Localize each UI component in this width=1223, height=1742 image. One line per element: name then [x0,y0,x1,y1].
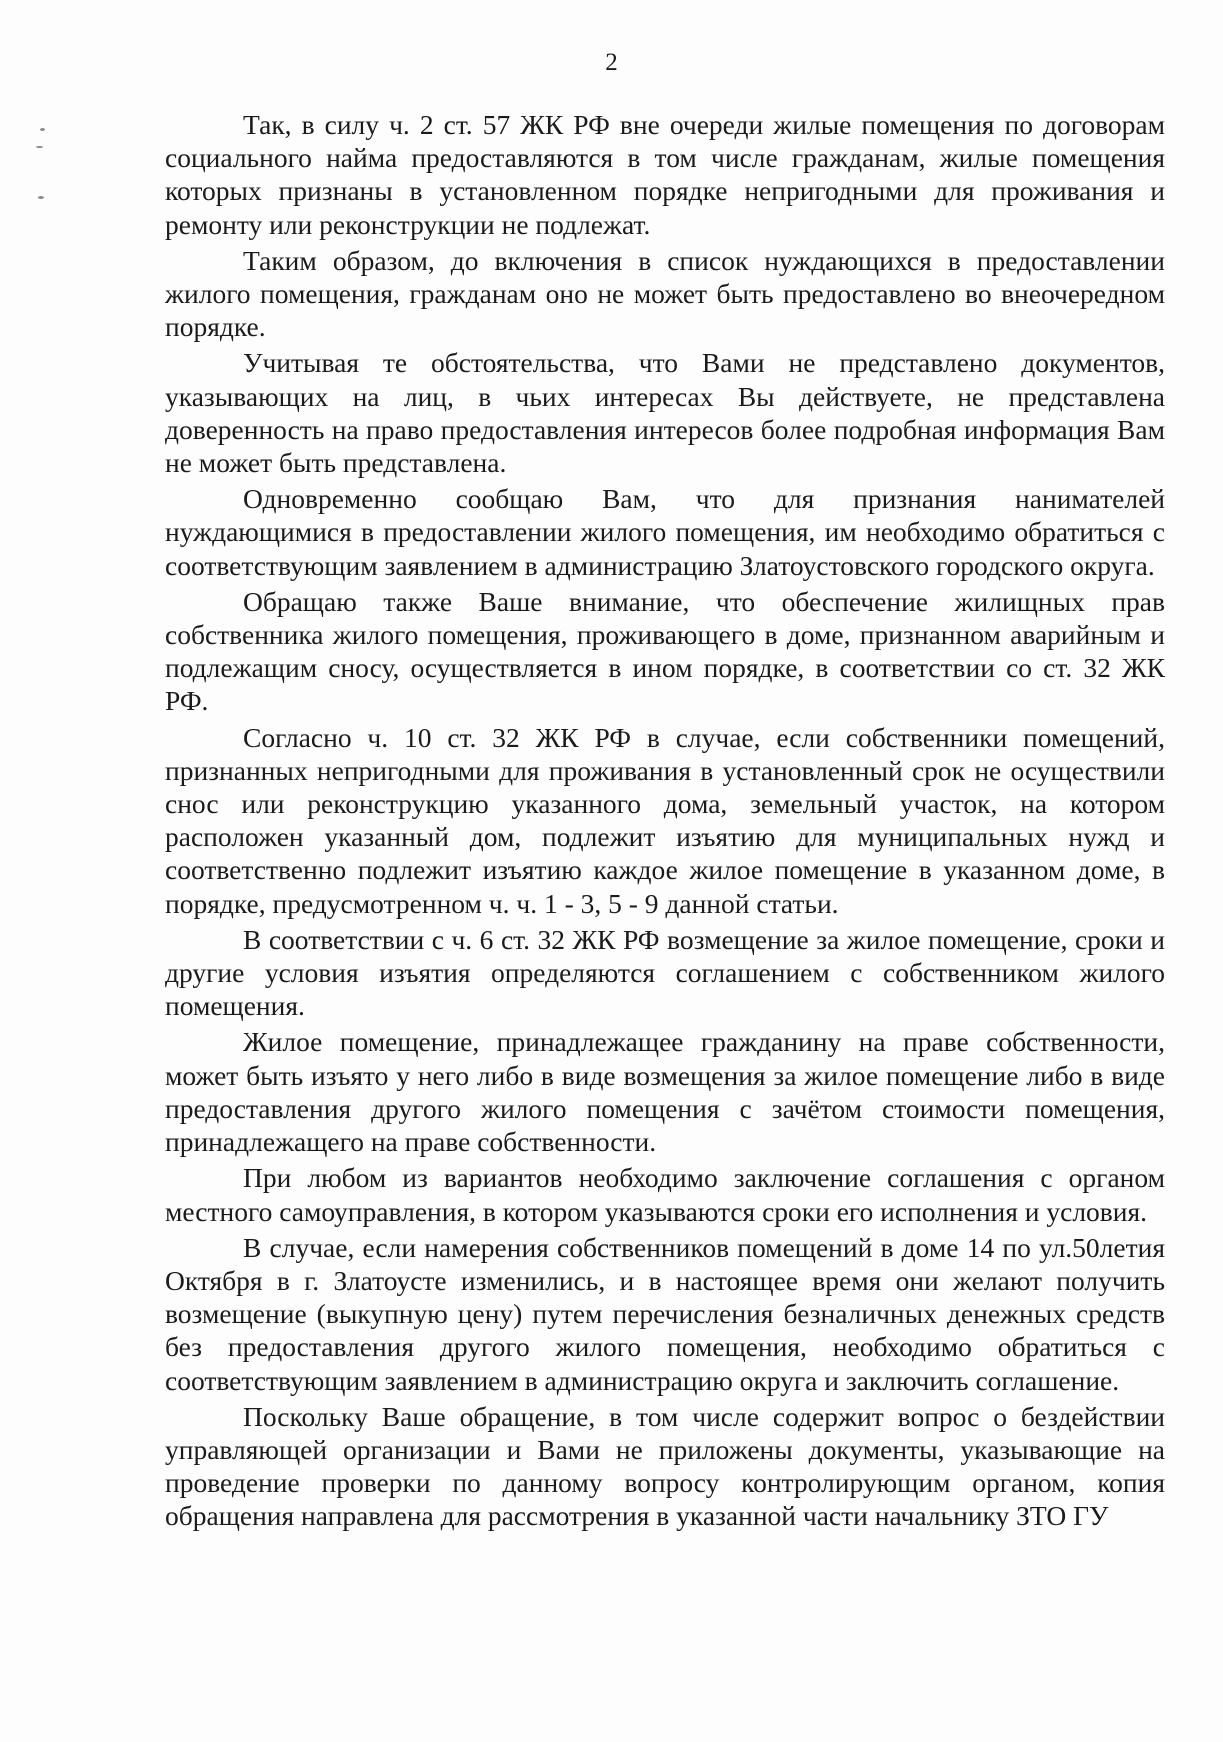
paragraph: Жилое помещение, принадлежащее гражданину на праве собственности, может быть изъято у него либо в виде возмещения за жилое помещение либо в виде предоставления другого жилого помещения с зачётом стоимости помещения, принадлежащего на праве собственности. [165,1026,1165,1158]
scan-speck [40,128,45,131]
paragraph: В случае, если намерения собственников помещений в доме 14 по ул.50летия Октября в г. Златоусте изменились, и в настоящее время они желают получить возмещение (выкупную цену) путем перечисления безналичных денежных средств без предоставления другого жилого помещения, необходимо обратиться с соответствующим заявлением в администрацию округа и заключить соглашение. [165,1231,1165,1396]
scan-speck [38,196,44,199]
letter-body [165,108,1165,1536]
paragraph: Одновременно сообщаю Вам, что для признания нанимателей нуждающимися в предоставлении жилого помещения, им необходимо обратиться с соответствующим заявлением в администрацию Златоустовского городского округа. [165,483,1165,581]
paragraph: Таким образом, до включения в список нуждающихся в предоставлении жилого помещения, гражданам оно не может быть предоставлено во внеочередном порядке. [165,244,1165,343]
paragraph: В соответствии с ч. 6 ст. 32 ЖК РФ возмещение за жилое помещение, сроки и другие условия изъятия определяются соглашением с собственником жилого помещения. [165,923,1165,1022]
paragraph: Учитывая те обстоятельства, что Вами не представлено документов, указывающих на лиц, в чьих интересах Вы действуете, не представлена доверенность на право предоставления интересов более подробная информация Вам не может быть представлена. [165,347,1165,479]
paragraph: Согласно ч. 10 ст. 32 ЖК РФ в случае, если собственники помещений, признанных непригодными для проживания в установленный срок не осуществили снос или реконструкцию указанного дома, земельный участок, на котором расположен указанный дом, подлежит изъятию для муниципальных нужд и соответственно подлежит изъятию каждое жилое помещение в указанном доме, в порядке, предусмотренном ч. ч. 1 - 3, 5 - 9 данной статьи. [165,721,1165,919]
paragraph: Так, в силу ч. 2 ст. 57 ЖК РФ вне очереди жилые помещения по договорам социального найма предоставляются в том числе гражданам, жилые помещения которых признаны в установленном порядке непригодными для проживания и ремонту или реконструкции не подлежат. [165,109,1165,240]
page-number: 2 [605,49,618,76]
paragraph: Обращаю также Ваше внимание, что обеспечение жилищных прав собственника жилого помещения, проживающего в доме, признанном аварийным и подлежащим сносу, осуществляется в ином порядке, в соответствии со ст. 32 ЖК РФ. [165,585,1165,717]
paragraph: При любом из вариантов необходимо заключение соглашения с органом местного самоуправления, в котором указываются сроки его исполнения и условия. [165,1162,1165,1227]
scan-speck [36,146,43,148]
paragraph: Поскольку Ваше обращение, в том числе содержит вопрос о бездействии управляющей организации и Вами не приложены документы, указывающие на проведение проверки по данному вопросу контролирующим органом, копия обращения направлена для рассмотрения в указанной части начальнику ЗТО ГУ [165,1400,1165,1532]
